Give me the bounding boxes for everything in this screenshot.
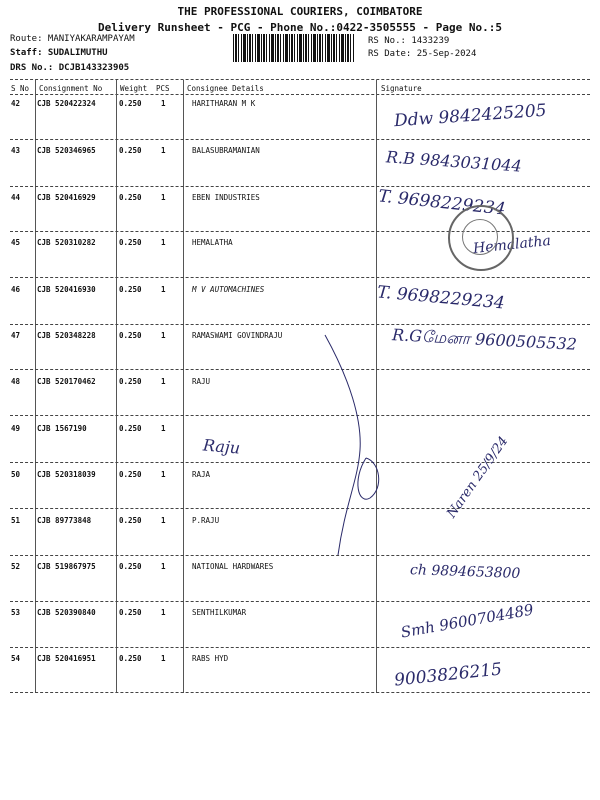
cell-sno: 45 xyxy=(11,238,21,247)
signature-45: Hemalatha xyxy=(472,232,552,258)
staff-label: Staff: SUDALIMUTHU xyxy=(10,48,108,58)
drs-number: DRS No.: DCJB143323905 xyxy=(10,63,130,73)
cell-consignment: CJB 520346965 xyxy=(37,146,96,155)
cell-weight: 0.250 xyxy=(119,562,142,571)
signature-46: T. 9698229234 xyxy=(376,282,506,314)
cell-pcs: 1 xyxy=(161,99,166,108)
cell-consignment: CJB 520348228 xyxy=(37,331,96,340)
cell-sno: 47 xyxy=(11,331,21,340)
col-header-pcs: PCS xyxy=(156,84,170,93)
cell-pcs: 1 xyxy=(161,654,166,663)
col-header-consignment: Consignment No xyxy=(39,84,103,93)
cell-pcs: 1 xyxy=(161,470,166,479)
cell-pcs: 1 xyxy=(161,516,166,525)
cell-consignment: CJB 520318039 xyxy=(37,470,96,479)
rs-date: RS Date: 25-Sep-2024 xyxy=(368,49,477,59)
handwritten-note: Raju xyxy=(202,435,241,458)
cell-sno: 53 xyxy=(11,608,21,617)
route-label: Route: MANIYAKARAMPAYAM xyxy=(10,34,135,44)
cell-weight: 0.250 xyxy=(119,654,142,663)
cell-sno: 46 xyxy=(11,285,21,294)
cell-sno: 49 xyxy=(11,424,21,433)
cell-weight: 0.250 xyxy=(119,193,142,202)
cell-weight: 0.250 xyxy=(119,516,142,525)
cell-weight: 0.250 xyxy=(119,377,142,386)
cell-pcs: 1 xyxy=(161,424,166,433)
cell-sno: 52 xyxy=(11,562,21,571)
cell-sno: 48 xyxy=(11,377,21,386)
signature-42: Ddw 9842425205 xyxy=(393,100,548,132)
cell-consignee: RABS HYD xyxy=(192,654,229,663)
cell-consignee: BALASUBRAMANIAN xyxy=(192,146,260,155)
signature-52: ch 9894653800 xyxy=(409,562,521,582)
cell-sno: 42 xyxy=(11,99,21,108)
cell-consignment: CJB 519867975 xyxy=(37,562,96,571)
runsheet-title: Delivery Runsheet - PCG - Phone No.:0422-3505555 - Page No.:5 xyxy=(98,21,502,34)
cell-consignee: RAJU xyxy=(192,377,211,386)
signature-43: R.B 9843031044 xyxy=(385,147,523,176)
cell-consignment: CJB 520422324 xyxy=(37,99,96,108)
cell-consignee: SENTHILKUMAR xyxy=(192,608,247,617)
col-header-signature: Signature xyxy=(381,84,422,93)
cell-weight: 0.250 xyxy=(119,99,142,108)
cell-weight: 0.250 xyxy=(119,470,142,479)
cell-consignment: CJB 520310282 xyxy=(37,238,96,247)
cell-sno: 51 xyxy=(11,516,21,525)
cell-consignment: CJB 520416929 xyxy=(37,193,96,202)
cell-pcs: 1 xyxy=(161,285,166,294)
cell-pcs: 1 xyxy=(161,238,166,247)
cell-weight: 0.250 xyxy=(119,146,142,155)
cell-consignment: CJB 520170462 xyxy=(37,377,96,386)
signature-50: Naren 25/9/24 xyxy=(444,434,512,521)
cell-pcs: 1 xyxy=(161,331,166,340)
signature-47: R.Gமேனா 9600505532 xyxy=(391,325,578,354)
signature-44: T. 9698229234 xyxy=(377,186,507,220)
cell-consignment: CJB 520390840 xyxy=(37,608,96,617)
cell-weight: 0.250 xyxy=(119,285,142,294)
cell-weight: 0.250 xyxy=(119,238,142,247)
cell-weight: 0.250 xyxy=(119,424,142,433)
cell-consignee: RAJA xyxy=(192,470,211,479)
cell-consignee: NATIONAL HARDWARES xyxy=(192,562,274,571)
rs-number: RS No.: 1433239 xyxy=(368,36,450,46)
cell-consignment: CJB 520416930 xyxy=(37,285,96,294)
cell-sno: 50 xyxy=(11,470,21,479)
cell-consignee: EBEN INDUSTRIES xyxy=(192,193,260,202)
cell-pcs: 1 xyxy=(161,608,166,617)
cell-consignee: HARITHARAN M K xyxy=(192,99,256,108)
cell-pcs: 1 xyxy=(161,193,166,202)
col-header-consignee: Consignee Details xyxy=(187,84,264,93)
col-header-weight: Weight xyxy=(120,84,148,93)
cell-sno: 54 xyxy=(11,654,21,663)
cell-consignee: RAMASWAMI GOVINDRAJU xyxy=(192,331,283,340)
cell-pcs: 1 xyxy=(161,562,166,571)
cell-consignment: CJB 1567190 xyxy=(37,424,87,433)
cell-consignee: HEMALATHA xyxy=(192,238,233,247)
cell-consignment: CJB 520416951 xyxy=(37,654,96,663)
cell-consignee: M V AUTOMACHINES xyxy=(192,285,265,294)
cell-pcs: 1 xyxy=(161,377,166,386)
cell-sno: 43 xyxy=(11,146,21,155)
cell-consignment: CJB 89773848 xyxy=(37,516,92,525)
cell-sno: 44 xyxy=(11,193,21,202)
cell-pcs: 1 xyxy=(161,146,166,155)
cell-weight: 0.250 xyxy=(119,331,142,340)
signature-54: 9003826215 xyxy=(393,659,503,691)
col-header-sno: S No xyxy=(11,84,30,93)
signature-53: Smh 9600704489 xyxy=(399,600,535,642)
company-title: THE PROFESSIONAL COURIERS, COIMBATORE xyxy=(177,5,423,18)
cell-consignee: P.RAJU xyxy=(192,516,220,525)
cell-weight: 0.250 xyxy=(119,608,142,617)
